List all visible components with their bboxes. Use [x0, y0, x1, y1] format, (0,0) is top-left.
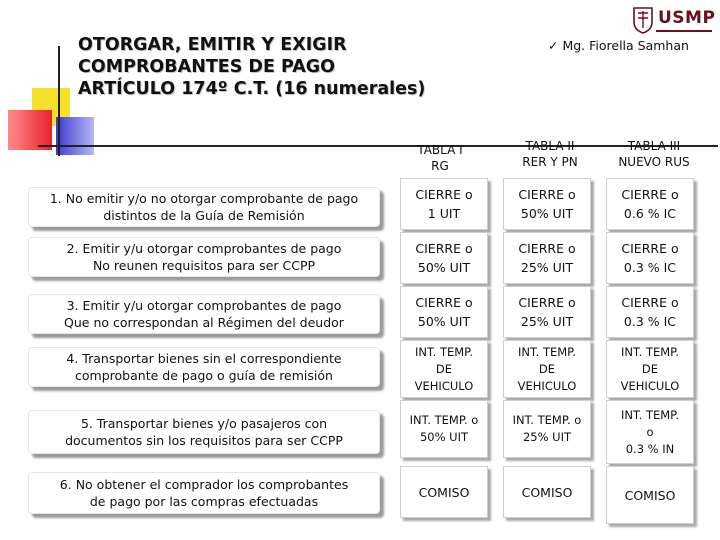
page-title — [78, 34, 438, 100]
title-line-2: COMPROBANTES DE PAGO — [78, 57, 336, 77]
logo-text: USMP — [658, 8, 716, 28]
decor-vertical-line — [58, 46, 60, 156]
logo-underline-icon — [656, 29, 712, 35]
cell-r5-tabla1: INT. TEMP. o 50% UIT — [400, 400, 488, 458]
header-tabla-1: TABLA I RG — [417, 143, 463, 173]
title-line-3: ARTÍCULO 174º C.T. (16 numerales) — [78, 79, 426, 99]
cell-r6-tabla1: COMISO — [400, 466, 488, 518]
crest-icon — [632, 6, 654, 34]
cell-r4-tabla1: INT. TEMP. DE VEHICULO — [400, 340, 488, 398]
row-label-2: 2. Emitir y/u otorgar comprobantes de pago No reunen requisitos para ser CCPP — [28, 237, 380, 277]
cell-r1-tabla1: CIERRE o 1 UIT — [400, 178, 488, 230]
row-label-4: 4. Transportar bienes sin el correspondiente comprobante de pago o guía de remisión — [28, 347, 380, 387]
cell-r4-tabla2: INT. TEMP. DE VEHICULO — [503, 340, 591, 398]
cell-r5-tabla2: INT. TEMP. o 25% UIT — [503, 400, 591, 458]
header-tabla-3: TABLA III NUEVO RUS — [618, 139, 690, 169]
row-label-6: 6. No obtener el comprador los comprobantes de pago por las compras efectuadas — [28, 472, 380, 514]
row-label-3: 3. Emitir y/u otorgar comprobantes de pago Que no correspondan al Régimen del deudor — [28, 294, 380, 334]
author-label: ✓ Mg. Fiorella Samhan — [548, 38, 689, 53]
decor-blue-square — [56, 117, 94, 155]
cell-r5-tabla3: INT. TEMP. o 0.3 % IN — [606, 400, 694, 464]
decor-red-square — [8, 110, 52, 150]
cell-r1-tabla3: CIERRE o 0.6 % IC — [606, 178, 694, 230]
row-label-5: 5. Transportar bienes y/o pasajeros con documentos sin los requisitos para ser CCPP — [28, 410, 380, 454]
cell-r4-tabla3: INT. TEMP. DE VEHICULO — [606, 340, 694, 398]
cell-r1-tabla2: CIERRE o 50% UIT — [503, 178, 591, 230]
cell-r2-tabla1: CIERRE o 50% UIT — [400, 232, 488, 284]
cell-r3-tabla3: CIERRE o 0.3 % IC — [606, 286, 694, 338]
cell-r2-tabla3: CIERRE o 0.3 % IC — [606, 232, 694, 284]
title-line-1: OTORGAR, EMITIR Y EXIGIR — [78, 35, 347, 55]
row-label-1: 1. No emitir y/o no otorgar comprobante de pago distintos de la Guía de Remisión — [28, 187, 380, 227]
header-tabla-2: TABLA II RER Y PN — [522, 139, 578, 169]
cell-r3-tabla2: CIERRE o 25% UIT — [503, 286, 591, 338]
cell-r6-tabla2: COMISO — [503, 466, 591, 518]
cell-r6-tabla3: COMISO — [606, 466, 694, 524]
cell-r2-tabla2: CIERRE o 25% UIT — [503, 232, 591, 284]
cell-r3-tabla1: CIERRE o 50% UIT — [400, 286, 488, 338]
